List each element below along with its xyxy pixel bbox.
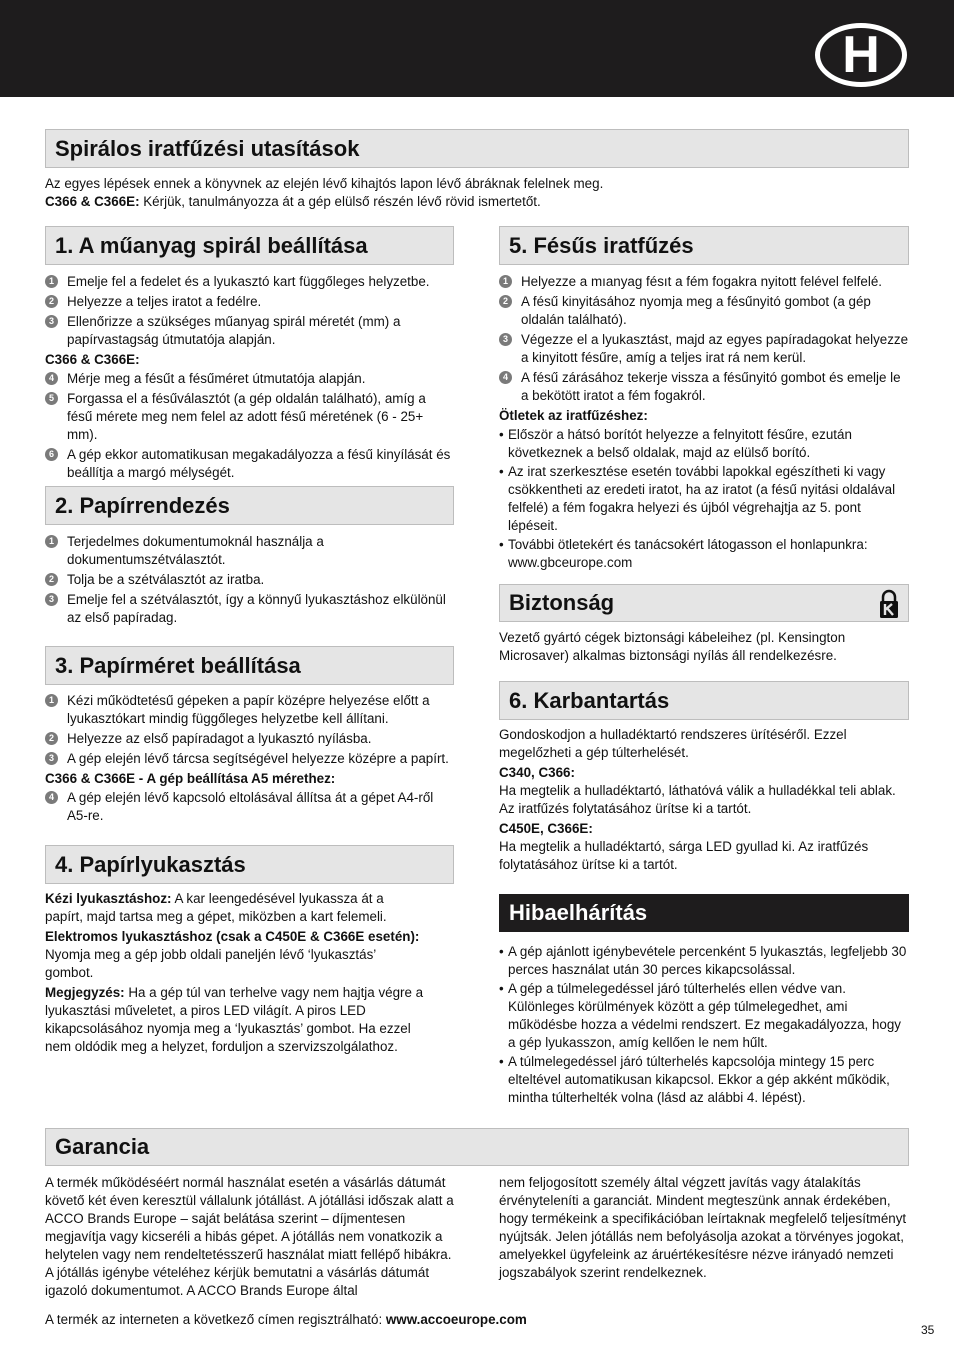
list-item: 4 A gép elején lévő kapcsoló eltolásával állítsa át a gépet A4-ről A5-re. — [45, 789, 454, 825]
security-body: Vezető gyártó cégek biztonsági kábeleihez (pl. Kensington Microsaver) alkalmas biztonsági nyílás áll rendelkezésre. — [499, 630, 846, 663]
troubleshooting-title: Hibaelhárítás — [499, 894, 909, 932]
manual-punching-text: Kézi lyukasztáshoz: A kar leengedésével lyukassza át a papírt, majd tartsa meg a gépet, miközben a kart felemeli. — [45, 891, 387, 924]
intro — [45, 175, 909, 211]
section-3-body — [45, 692, 454, 827]
maintenance-model-2: C450E, C366E: — [499, 821, 593, 836]
note-text: Megjegyzés: Ha a gép túl van terhelve vagy nem hajtja végre a lyukasztási műveletet, a piros LED világít. A piros LED kikapcsolásához nyomja meg a ‘lyukasztás’ gombot. Ha ezzel nem oldódik meg a helyzet, forduljon a szervizszolgálathoz. — [45, 985, 424, 1054]
warranty-left: A termék működéséért normál használat esetén a vásárlás dátumát követő két éven keresztül vállalunk jótállást. A jótállási időszak alatt a ACCO Brands Europe – saját belátása szerint – díjmentesen megjavítja vagy kicseréli a hibás gépet. A jótállás nem vonatkozik a helytelen vagy nem rendeltetésszerű használat miatt fellépő hibákra. A jótállás igénybe vételéhez kérjük bemutatni a vásárlás dátumát igazoló dokumentumot. A ACCO Brands Europe által — [45, 1175, 454, 1298]
tip-item: • További ötletekért és tanácsokért látogasson el honlapunkra: www.gbceurope.com — [499, 536, 909, 572]
maintenance-text-1: Ha megtelik a hulladéktartó, láthatóvá válik a hulladékkal teli ablak. Az iratfűzés folytatásához ürítse ki a tartót. — [499, 783, 896, 816]
security-title — [499, 584, 909, 622]
security-title-text: Biztonság — [509, 590, 615, 615]
intro-text: Kérjük, tanulmányozza át a gép elülső részén lévő rövid ismertetőt. — [139, 194, 541, 209]
header-bar — [0, 0, 954, 97]
section-2-body — [45, 533, 454, 629]
section-3-subheading: C366 & C366E - A gép beállítása A5 mérethez: — [45, 771, 336, 786]
list-item: 3 Emelje fel a szétválasztót, így a könnyű lyukasztáshoz elkülönül az első papíradag. — [45, 591, 454, 627]
section-6-title: 6. Karbantartás — [499, 681, 909, 720]
kensington-lock-icon — [878, 589, 900, 619]
section-1-body — [45, 273, 454, 484]
tip-item: • Az irat szerkesztése esetén további lapokkal egészítheti ki vagy csökkentheti az eredeti iratot, ha az iratot (a fésű nyitási oldalával felfelé) a fém fogakra helyezi és újból végrehajtja az 5. pont lépéseit. — [499, 463, 909, 535]
section-1-subheading: C366 & C366E: — [45, 352, 140, 367]
warranty-title: Garancia — [45, 1128, 909, 1166]
list-item: 1 Terjedelmes dokumentumoknál használja a dokumentumszétválasztót. — [45, 533, 454, 569]
list-item: 2 Helyezze az első papíradagot a lyukasztó nyílásba. — [45, 730, 454, 748]
maintenance-text: Gondoskodjon a hulladéktartó rendszeres ürítéséről. Ezzel megelőzheti a gép túlterhelését. — [499, 727, 847, 760]
list-item: 4 A fésű zárásához tekerje vissza a fésűnyitó gombot és emelje le a bekötött iratot a fém fogakról. — [499, 369, 909, 405]
list-item: 3 A gép elején lévő tárcsa segítségével helyezze középre a papírt. — [45, 750, 454, 768]
section-3-title: 3. Papírméret beállítása — [45, 646, 454, 685]
list-item: 5 Forgassa el a fésűválasztót (a gép oldalán található), amíg a fésű mérete meg nem felel az adott fésű méretének (6 - 25+ mm). — [45, 390, 454, 444]
list-item: 6 A gép ekkor automatikusan megakadályozza a fésű kinyílását és beállítja a margó mélységét. — [45, 446, 454, 482]
section-6-body — [499, 726, 909, 874]
list-item: 1 Helyezze a mıanyag fésıt a fém fogakra nyitott felével felfelé. — [499, 273, 909, 291]
list-item: 2 Tolja be a szétválasztót az iratba. — [45, 571, 454, 589]
section-4-title: 4. Papírlyukasztás — [45, 845, 454, 884]
intro-line-1: Az egyes lépések ennek a könyvnek az elején lévő kihajtós lapon lévő ábráknak felelnek meg. — [45, 176, 604, 191]
tips-heading: Ötletek az iratfűzéshez: — [499, 408, 648, 423]
language-badge: H — [815, 23, 907, 87]
electric-punching-text: Nyomja meg a gép jobb oldali paneljén lévő ‘lyukasztás’ gombot. — [45, 947, 376, 980]
tip-item: • Először a hátsó borítót helyezze a felnyitott fésűre, ezután következnek a belső oldalak, majd az elülső borító. — [499, 426, 909, 462]
list-item: 2 Helyezze a teljes iratot a fedélre. — [45, 293, 454, 311]
maintenance-model-1: C340, C366: — [499, 765, 575, 780]
registration-line — [45, 1311, 845, 1329]
section-5-body — [499, 273, 909, 573]
list-item: 1 Emelje fel a fedelet és a lyukasztó kart függőleges helyzetbe. — [45, 273, 454, 291]
list-item: 2 A fésű kinyitásához nyomja meg a fésűnyitó gombot (a gép oldalán található). — [499, 293, 909, 329]
electric-punching-label: Elektromos lyukasztáshoz (csak a C450E & C366E esetén): — [45, 929, 420, 944]
intro-line-2 — [45, 193, 909, 211]
troubleshooting-body — [499, 943, 909, 1108]
trouble-item: • A gép ajánlott igénybevétele percenként 5 lyukasztás, legfeljebb 30 perces használat után 30 perces kikapcsolással. — [499, 943, 909, 979]
list-item: 1 Kézi működtetésű gépeken a papír középre helyezése előtt a lyukasztókart mindig függőleges helyzetbe kell állítani. — [45, 692, 454, 728]
page-number: 35 — [921, 1323, 935, 1337]
section-5-title: 5. Fésűs iratfűzés — [499, 226, 909, 265]
maintenance-text-2: Ha megtelik a hulladéktartó, sárga LED gyullad ki. Az iratfűzés folytatásához ürítse ki a tartót. — [499, 839, 869, 872]
page-title: Spirálos iratfűzési utasítások — [45, 129, 909, 168]
list-item: 3 Ellenőrizze a szükséges műanyag spirál méretét (mm) a papírvastagság útmutatója alapján. — [45, 313, 454, 349]
trouble-item: • A túlmelegedéssel járó túlterhelés kapcsolója mintegy 15 perc elteltével automatikusan kikapcsol. Ekkor a gép akként működik, mintha túlterhelték volna (lásd az alábbi 4. lépést). — [499, 1053, 909, 1107]
section-1-title: 1. A műanyag spirál beállítása — [45, 226, 454, 265]
registration-link[interactable]: www.accoeurope.com — [385, 1312, 527, 1327]
trouble-item: • A gép a túlmelegedéssel járó túlterhelés ellen védve van. Különleges körülmények között a gép túlmelegedhet, ami működésbe hozza a védelmi rendszert. Ez megakadályozza, hogy a gép lyukasszon, amíg kellően le nem hűlt. — [499, 980, 909, 1052]
warranty-right: nem feljogosított személy által végzett javítás vagy átalakítás érvényteleníti a garanciát. Mindent megteszünk annak érdekében, hogy termékeink a specifikációban leírtaknak megfelelő teljesítményt nyújtsák. Jelen jótállás nem befolyásolja azokat a törvényes jogokat, amelyekkel ügyfeleink az áruértékesítésre nézve irányadó nemzeti jogszabályok szerint rendelkeznek. — [499, 1175, 907, 1280]
section-2-title: 2. Papírrendezés — [45, 486, 454, 525]
section-4-body — [45, 890, 425, 1056]
intro-model-label: C366 & C366E: — [45, 194, 140, 209]
list-item: 4 Mérje meg a fésűt a fésűméret útmutatója alapján. — [45, 370, 454, 388]
list-item: 3 Végezze el a lyukasztást, majd az egyes papíradagokat helyezze a kinyitott fésűre, amíg a teljes irat rá nem kerül. — [499, 331, 909, 367]
registration-text: A termék az interneten a következő címen regisztrálható: — [45, 1312, 386, 1327]
